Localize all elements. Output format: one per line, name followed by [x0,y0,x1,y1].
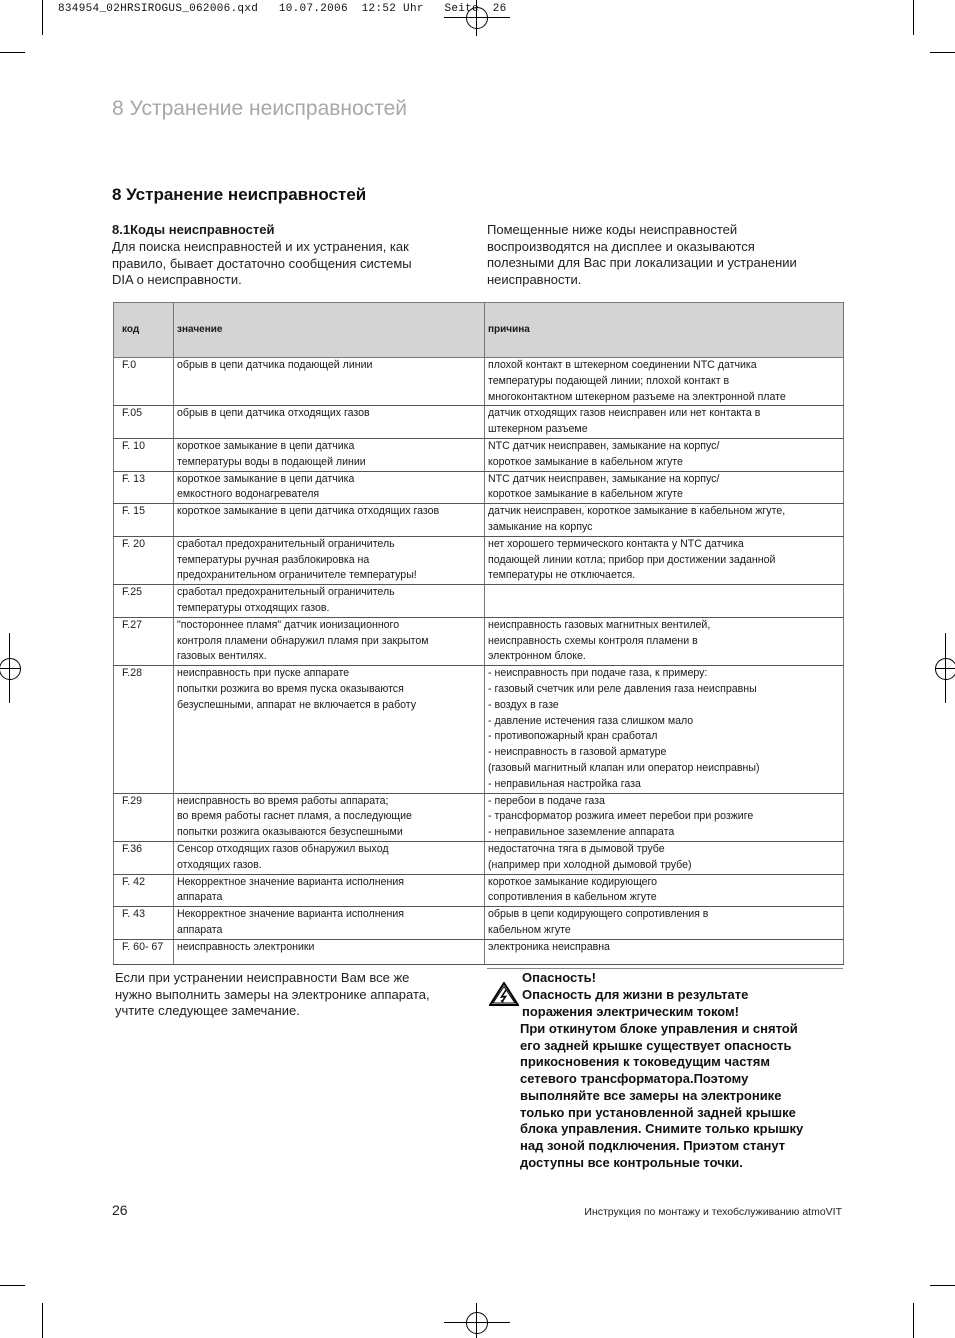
fault-meaning: неисправность при пуске аппарате попытки розжига во время пуска оказываются безуспешными, аппарат не включается в работу [174,666,485,793]
registration-line [0,668,20,669]
crop-mark [42,1303,43,1338]
registration-mark-icon [466,1312,488,1334]
registration-line [444,1322,510,1323]
table-row [114,536,844,584]
fault-code: F.27 [114,617,174,665]
table-row [114,471,844,504]
fault-meaning: Некорректное значение варианта исполнения аппарата [174,907,485,940]
fault-cause: электроника неисправна [485,939,844,964]
fault-cause: недостаточна тяга в дымовой трубе (например при холодной дымовой трубе) [485,841,844,874]
fault-meaning: Сенсор отходящих газов обнаружил выход отходящих газов. [174,841,485,874]
fault-code: F. 15 [114,504,174,537]
fault-meaning: неисправность электроники [174,939,485,964]
warning-body: При откинутом блоке управления и снятой его задней крышке существует опасность прикосновения к токоведущим частям сетевого трансформатора.Поэтому выполняйте все замеры на электронике только при установленной задней крышке блока управления. Снимите только крышку над зоной подключения. Приэтом станут доступны все контрольные точки. [520,1021,804,1170]
fault-meaning: "постороннее пламя" датчик ионизационного контроля пламени обнаружил пламя при закрытом газовых вентилях. [174,617,485,665]
table-row [114,841,844,874]
print-slug: 834954_02HRSIROGUS_062006.qxd 10.07.2006 12:52 Uhr Seite 26 [58,3,507,15]
fault-meaning: короткое замыкание в цепи датчика емкостного водонагревателя [174,471,485,504]
fault-cause: неисправность газовых магнитных вентилей, неисправность схемы контроля пламени в электронном блоке. [485,617,844,665]
fault-cause: NTC датчик неисправен, замыкание на корпус/ короткое замыкание в кабельном жгуте [485,471,844,504]
table-row [114,874,844,907]
crop-mark [930,1285,955,1286]
fault-meaning: неисправность во время работы аппарата; во время работы гаснет пламя, а последующие попытки розжига оказываются безуспешными [174,793,485,841]
fault-cause: - неисправность при подаче газа, к примеру: - газовый счетчик или реле давления газа неисправны - воздух в газе - давление истечения газа слишком мало - противопожарный кран сработал - неисправность в газовой арматуре (газовый магнитный клапан или оператор неисправны) - неправильная настройка газа [485,666,844,793]
table-row [114,793,844,841]
crop-mark [913,0,914,35]
fault-code: F.0 [114,358,174,406]
measurement-note: Если при устранении неисправности Вам все же нужно выполнить замеры на электронике аппарата, учтите следующее замечание. [115,970,430,1019]
fault-cause [485,585,844,618]
table-row [114,504,844,537]
warning-title: Опасность! [522,970,596,985]
section-title: 8 Устранение неисправностей [112,185,367,204]
fault-code: F.25 [114,585,174,618]
column-header-cause: причина [485,303,844,358]
fault-meaning: сработал предохранительный ограничитель температуры ручная разблокировка на предохранительном ограничителе температуры! [174,536,485,584]
fault-code: F. 20 [114,536,174,584]
table-row [114,907,844,940]
fault-cause: - перебои в подаче газа - трансформатор розжига имеет перебои при розжиге - неправильное заземление аппарата [485,793,844,841]
fault-meaning: обрыв в цепи датчика отходящих газов [174,406,485,439]
registration-line [9,633,10,703]
fault-meaning: обрыв в цепи датчика подающей линии [174,358,485,406]
crop-mark [913,1303,914,1338]
subsection-title: 8.1Коды неисправностей [112,222,275,237]
danger-warning-box [487,968,843,1170]
table-row [114,438,844,471]
warning-subtitle: Опасность для жизни в результате поражения электрическим током! [522,987,749,1019]
column-header-code: код [114,303,174,358]
crop-mark [0,1285,25,1286]
fault-cause: плохой контакт в штекерном соединении NTC датчика температуры подающей линии; плохой контакт в многоконтактном штекерном разъеме на электронной плате [485,358,844,406]
registration-mark-icon [0,658,21,680]
fault-cause: нет хорошего термического контакта у NTC датчика подающей линии котла; прибор при достижении заданной температуры не отключается. [485,536,844,584]
fault-code: F. 43 [114,907,174,940]
fault-meaning: короткое замыкание в цепи датчика температуры воды в подающей линии [174,438,485,471]
fault-code: F.28 [114,666,174,793]
fault-code: F.29 [114,793,174,841]
page-number: 26 [112,1202,128,1218]
table-header-row [114,303,844,358]
fault-code: F.36 [114,841,174,874]
fault-codes-table [113,302,844,965]
fault-meaning: Некорректное значение варианта исполнения аппарата [174,874,485,907]
crop-mark [0,52,25,53]
table-row [114,617,844,665]
column-header-meaning: значение [174,303,485,358]
registration-line [476,1303,477,1338]
fault-code: F.05 [114,406,174,439]
table-row [114,666,844,793]
fault-code: F. 10 [114,438,174,471]
intro-right-paragraph: Помещенные ниже коды неисправностей воспроизводятся на дисплее и оказываются полезными для Вас при локализации и устранении неисправности. [487,222,797,287]
fault-cause: обрыв в цепи кодирующего сопротивления в кабельном жгуте [485,907,844,940]
fault-code: F. 42 [114,874,174,907]
fault-code: F. 60- 67 [114,939,174,964]
table-row [114,406,844,439]
table-row [114,585,844,618]
crop-mark [42,0,43,35]
fault-cause: датчик отходящих газов неисправен или нет контакта в штекерном разъеме [485,406,844,439]
fault-cause: NTC датчик неисправен, замыкание на корпус/ короткое замыкание в кабельном жгуте [485,438,844,471]
fault-meaning: короткое замыкание в цепи датчика отходящих газов [174,504,485,537]
fault-cause: датчик неисправен, короткое замыкание в кабельном жгуте, замыкание на корпус [485,504,844,537]
footer-text: Инструкция по монтажу и техобслуживанию atmoVIT [584,1206,842,1218]
fault-meaning: сработал предохранительный ограничитель температуры отходящих газов. [174,585,485,618]
slug-underline [444,17,510,18]
fault-cause: короткое замыкание кодирующего сопротивления в кабельном жгуте [485,874,844,907]
table-row [114,358,844,406]
intro-left-paragraph: Для поиска неисправностей и их устранения, как правило, бывает достаточно сообщения системы DIA о неисправности. [112,239,412,288]
running-head: 8 Устранение неисправностей [112,97,408,120]
electric-hazard-icon [489,982,519,1006]
fault-code: F. 13 [114,471,174,504]
crop-mark [930,52,955,53]
registration-line [945,633,946,703]
table-row [114,939,844,964]
